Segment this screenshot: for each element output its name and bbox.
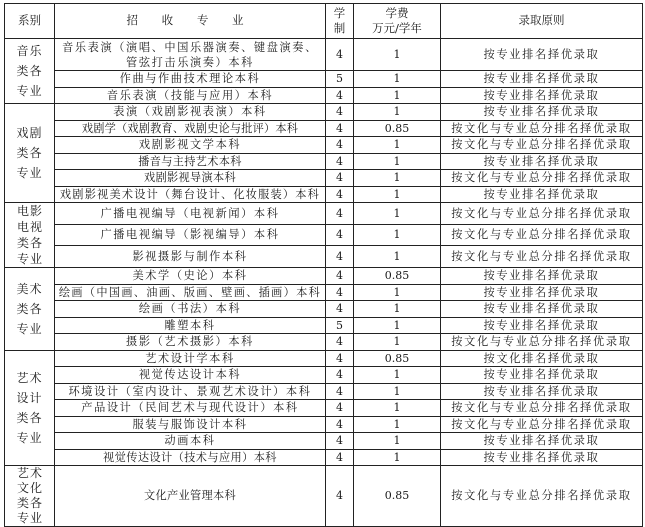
category-label: 音乐类各专业 bbox=[16, 44, 43, 98]
duration-cell: 4 bbox=[326, 400, 354, 417]
header-duration bbox=[326, 4, 354, 39]
table-row bbox=[5, 466, 643, 527]
table-row bbox=[5, 203, 643, 225]
rule-cell: 按专业排名择优录取 bbox=[441, 186, 643, 203]
major-cell: 表演（戏剧影视表演）本科 bbox=[55, 104, 326, 121]
major-cell: 绘画（书法）本科 bbox=[55, 301, 326, 318]
tuition-cell: 1 bbox=[354, 284, 441, 301]
tuition-cell: 0.85 bbox=[354, 120, 441, 137]
major-cell: 音乐表演（演唱、中国乐器演奏、键盘演奏、管弦打击乐演奏）本科 bbox=[55, 39, 326, 71]
tuition-cell: 1 bbox=[354, 301, 441, 318]
major-cell: 播音与主持艺术本科 bbox=[55, 153, 326, 170]
rule-cell: 按文化与专业总分排名择优录取 bbox=[441, 466, 643, 527]
table-row bbox=[5, 224, 643, 246]
major-cell: 音乐表演（技能与应用）本科 bbox=[55, 87, 326, 104]
category-cell bbox=[5, 203, 55, 268]
table-row bbox=[5, 449, 643, 466]
duration-cell: 4 bbox=[326, 416, 354, 433]
major-cell: 影视摄影与制作本科 bbox=[55, 246, 326, 268]
rule-cell: 按文化与专业总分排名择优录取 bbox=[441, 120, 643, 137]
duration-cell: 4 bbox=[326, 284, 354, 301]
rule-cell: 按文化与专业总分排名择优录取 bbox=[441, 170, 643, 187]
tuition-cell: 1 bbox=[354, 224, 441, 246]
rule-cell: 按文化与专业总分排名择优录取 bbox=[441, 203, 643, 225]
rule-cell: 按专业排名择优录取 bbox=[441, 317, 643, 334]
table-row bbox=[5, 301, 643, 318]
category-label: 戏剧类各专业 bbox=[16, 126, 43, 180]
major-cell: 环境设计（室内设计、景观艺术设计）本科 bbox=[55, 383, 326, 400]
duration-cell: 4 bbox=[326, 203, 354, 225]
duration-cell: 4 bbox=[326, 153, 354, 170]
major-cell: 视觉传达设计本科 bbox=[55, 367, 326, 384]
duration-cell: 4 bbox=[326, 137, 354, 154]
tuition-cell: 1 bbox=[354, 39, 441, 71]
duration-cell: 4 bbox=[326, 170, 354, 187]
rule-cell: 按文化与专业总分排名择优录取 bbox=[441, 334, 643, 351]
tuition-cell: 1 bbox=[354, 170, 441, 187]
major-cell: 绘画（中国画、油画、版画、壁画、插画）本科 bbox=[55, 284, 326, 301]
major-cell: 广播电视编导（影视编导）本科 bbox=[55, 224, 326, 246]
table-row bbox=[5, 383, 643, 400]
tuition-cell: 1 bbox=[354, 203, 441, 225]
header-major: 招 收 专 业 bbox=[55, 4, 326, 39]
tuition-cell: 1 bbox=[354, 246, 441, 268]
table-row bbox=[5, 39, 643, 71]
rule-cell: 按专业排名择优录取 bbox=[441, 301, 643, 318]
major-cell: 美术学（史论）本科 bbox=[55, 268, 326, 285]
rule-cell: 按文化与专业总分排名择优录取 bbox=[441, 416, 643, 433]
rule-cell: 按专业排名择优录取 bbox=[441, 383, 643, 400]
tuition-cell: 1 bbox=[354, 383, 441, 400]
rule-cell: 按专业排名择优录取 bbox=[441, 268, 643, 285]
major-cell: 戏剧影视美术设计（舞台设计、化妆服装）本科 bbox=[55, 186, 326, 203]
tuition-cell: 1 bbox=[354, 153, 441, 170]
table-row bbox=[5, 284, 643, 301]
table-row bbox=[5, 137, 643, 154]
rule-cell: 按文化与专业总分排名择优录取 bbox=[441, 246, 643, 268]
header-duration-line1: 学 bbox=[333, 5, 346, 20]
header-tuition-line1: 学费 bbox=[385, 5, 409, 20]
duration-cell: 4 bbox=[326, 104, 354, 121]
table-row bbox=[5, 268, 643, 285]
table-row bbox=[5, 170, 643, 187]
category-label: 艺术文化类各专业 bbox=[16, 466, 43, 525]
table-row bbox=[5, 120, 643, 137]
table-row bbox=[5, 246, 643, 268]
rule-cell: 按文化与专业总分排名择优录取 bbox=[441, 137, 643, 154]
table-row bbox=[5, 334, 643, 351]
major-cell: 戏剧影视导演本科 bbox=[55, 170, 326, 187]
rule-cell: 按专业排名择优录取 bbox=[441, 104, 643, 121]
duration-cell: 4 bbox=[326, 224, 354, 246]
major-cell: 雕塑本科 bbox=[55, 317, 326, 334]
table-row bbox=[5, 153, 643, 170]
rule-cell: 按专业排名择优录取 bbox=[441, 39, 643, 71]
rule-cell: 按文化与专业总分排名择优录取 bbox=[441, 400, 643, 417]
major-cell: 服装与服饰设计本科 bbox=[55, 416, 326, 433]
tuition-cell: 1 bbox=[354, 186, 441, 203]
major-cell: 戏剧学（戏剧教育、戏剧史论与批评）本科 bbox=[55, 120, 326, 137]
duration-cell: 4 bbox=[326, 449, 354, 466]
tuition-cell: 1 bbox=[354, 334, 441, 351]
tuition-cell: 1 bbox=[354, 433, 441, 450]
duration-cell: 4 bbox=[326, 383, 354, 400]
header-category: 系别 bbox=[5, 4, 55, 39]
admissions-table bbox=[4, 3, 643, 527]
major-cell: 视觉传达设计（技术与应用）本科 bbox=[55, 449, 326, 466]
category-cell bbox=[5, 268, 55, 351]
rule-cell: 按专业排名择优录取 bbox=[441, 284, 643, 301]
rule-cell: 按专业排名择优录取 bbox=[441, 87, 643, 104]
table-row bbox=[5, 317, 643, 334]
tuition-cell: 1 bbox=[354, 317, 441, 334]
major-cell: 产品设计（民间艺术与现代设计）本科 bbox=[55, 400, 326, 417]
table-row bbox=[5, 186, 643, 203]
duration-cell: 4 bbox=[326, 350, 354, 367]
header-duration-line2: 制 bbox=[333, 21, 346, 35]
category-cell bbox=[5, 39, 55, 104]
table-row bbox=[5, 367, 643, 384]
category-label: 美术类各专业 bbox=[16, 281, 43, 336]
table-row bbox=[5, 104, 643, 121]
rule-cell: 按专业排名择优录取 bbox=[441, 367, 643, 384]
duration-cell: 5 bbox=[326, 317, 354, 334]
major-cell: 文化产业管理本科 bbox=[55, 466, 326, 527]
tuition-cell: 1 bbox=[354, 416, 441, 433]
duration-cell: 4 bbox=[326, 268, 354, 285]
tuition-cell: 0.85 bbox=[354, 268, 441, 285]
tuition-cell: 1 bbox=[354, 104, 441, 121]
duration-cell: 4 bbox=[326, 186, 354, 203]
tuition-cell: 1 bbox=[354, 137, 441, 154]
table-row bbox=[5, 400, 643, 417]
rule-cell: 按文化与专业总分排名择优录取 bbox=[441, 224, 643, 246]
major-cell: 作曲与作曲技术理论本科 bbox=[55, 71, 326, 88]
major-cell: 戏剧影视文学本科 bbox=[55, 137, 326, 154]
major-cell: 广播电视编导（电视新闻）本科 bbox=[55, 203, 326, 225]
category-cell bbox=[5, 466, 55, 527]
table-row bbox=[5, 350, 643, 367]
header-rule: 录取原则 bbox=[441, 4, 643, 39]
rule-cell: 按专业排名择优录取 bbox=[441, 449, 643, 466]
table-row bbox=[5, 416, 643, 433]
rule-cell: 按专业排名择优录取 bbox=[441, 153, 643, 170]
tuition-cell: 0.85 bbox=[354, 350, 441, 367]
duration-cell: 4 bbox=[326, 120, 354, 137]
major-cell: 艺术设计学本科 bbox=[55, 350, 326, 367]
tuition-cell: 1 bbox=[354, 400, 441, 417]
header-tuition bbox=[354, 4, 441, 39]
category-cell bbox=[5, 104, 55, 203]
rule-cell: 按专业排名择优录取 bbox=[441, 71, 643, 88]
tuition-cell: 0.85 bbox=[354, 466, 441, 527]
duration-cell: 4 bbox=[326, 301, 354, 318]
duration-cell: 4 bbox=[326, 433, 354, 450]
rule-cell: 按专业排名择优录取 bbox=[441, 433, 643, 450]
duration-cell: 4 bbox=[326, 334, 354, 351]
tuition-cell: 1 bbox=[354, 367, 441, 384]
tuition-cell: 1 bbox=[354, 71, 441, 88]
duration-cell: 5 bbox=[326, 71, 354, 88]
table-row bbox=[5, 71, 643, 88]
header-row bbox=[5, 4, 643, 39]
tuition-cell: 1 bbox=[354, 449, 441, 466]
tuition-cell: 1 bbox=[354, 87, 441, 104]
rule-cell: 按文化排名择优录取 bbox=[441, 350, 643, 367]
table-row bbox=[5, 87, 643, 104]
major-cell: 摄影（艺术摄影）本科 bbox=[55, 334, 326, 351]
duration-cell: 4 bbox=[326, 367, 354, 384]
category-cell bbox=[5, 350, 55, 466]
category-label: 电影电视类各专业 bbox=[16, 204, 43, 266]
duration-cell: 4 bbox=[326, 466, 354, 527]
duration-cell: 4 bbox=[326, 246, 354, 268]
duration-cell: 4 bbox=[326, 39, 354, 71]
duration-cell: 4 bbox=[326, 87, 354, 104]
category-label: 艺术设计类各专业 bbox=[16, 370, 43, 445]
major-cell: 动画本科 bbox=[55, 433, 326, 450]
table-row bbox=[5, 433, 643, 450]
header-tuition-line2: 万元/学年 bbox=[372, 21, 422, 35]
